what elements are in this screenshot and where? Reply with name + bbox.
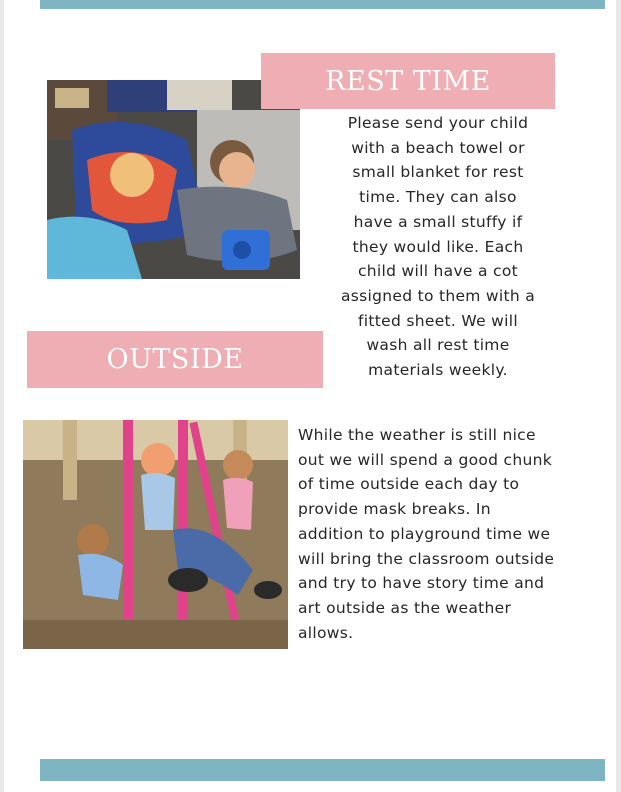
rest-time-title: REST TIME: [325, 65, 491, 97]
rest-time-banner: [261, 53, 555, 109]
top-accent-bar: [40, 0, 605, 9]
playground-photo: [23, 420, 288, 649]
outside-text: While the weather is still nice out we will spend a good chunk of time outside each day to provide mask breaks. In addition to playground time we will bring the classroom outside and try to have story time and art outside as the weather allows.: [298, 426, 555, 642]
outside-banner: [27, 331, 323, 388]
rest-time-text: Please send your child with a beach towel or small blanket for rest time. They can also have a small stuffy if they would like. Each child will have a cot assigned to them with a fitted sheet. We will wash all rest time materials weekly.: [340, 114, 536, 380]
bottom-accent-bar: [40, 759, 605, 781]
outside-title: OUTSIDE: [106, 344, 244, 375]
rest-time-photo: [47, 80, 300, 279]
